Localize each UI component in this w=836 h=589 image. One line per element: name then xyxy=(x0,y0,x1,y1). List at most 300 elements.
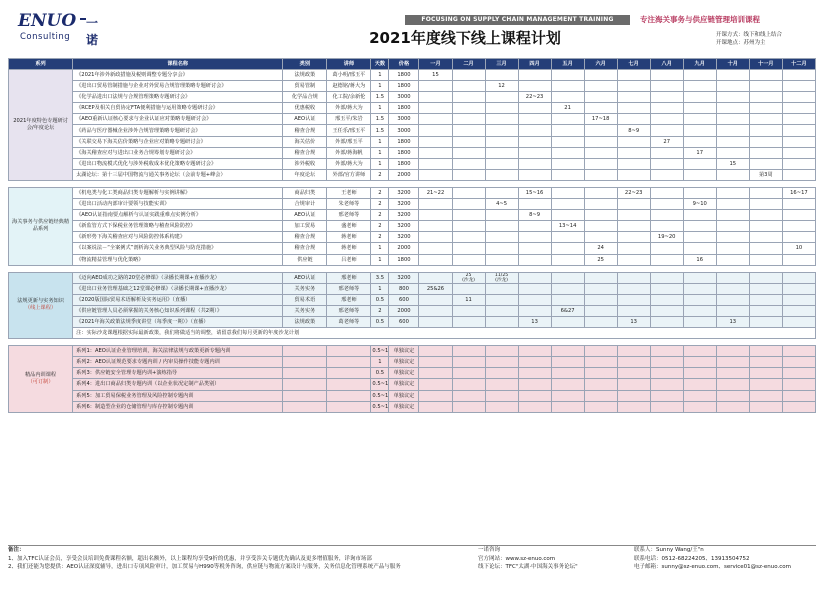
month-cell-11 xyxy=(749,379,782,390)
month-cell-11 xyxy=(749,199,782,210)
month-cell-2 xyxy=(452,254,485,265)
page-title: 2021年度线下线上课程计划 xyxy=(369,29,561,47)
month-cell-5 xyxy=(551,316,584,327)
course-teacher: 葛老师等 xyxy=(327,316,371,327)
column-header-13: 八月 xyxy=(650,59,683,70)
course-type: AEO认证 xyxy=(283,114,327,125)
month-cell-2 xyxy=(452,401,485,412)
course-price: 3200 xyxy=(389,187,419,198)
column-header-14: 九月 xyxy=(683,59,716,70)
series-label xyxy=(9,346,73,413)
month-cell-7 xyxy=(617,169,650,180)
month-cell-12 xyxy=(782,379,815,390)
month-cell-1 xyxy=(419,125,452,136)
month-cell-12 xyxy=(782,70,815,81)
footer-company xyxy=(478,545,628,572)
month-cell-7 xyxy=(617,254,650,265)
course-name: 《RCEP及相关自贸协定FTA便利措施与运用策略专题研讨会》 xyxy=(73,103,283,114)
month-cell-3 xyxy=(485,92,518,103)
month-cell-12 xyxy=(782,221,815,232)
month-cell-6 xyxy=(584,147,617,158)
month-cell-2 xyxy=(452,187,485,198)
month-cell-10 xyxy=(716,305,749,316)
month-cell-10 xyxy=(716,368,749,379)
month-cell-11 xyxy=(749,221,782,232)
month-cell-7 xyxy=(617,114,650,125)
month-cell-2 xyxy=(452,125,485,136)
month-cell-6 xyxy=(584,305,617,316)
month-cell-8 xyxy=(650,368,683,379)
month-cell-4 xyxy=(518,379,551,390)
forum-label: 线下论坛： xyxy=(478,564,506,570)
month-cell-11 xyxy=(749,147,782,158)
month-cell-11 xyxy=(749,316,782,327)
course-days: 1 xyxy=(371,254,389,265)
table-row xyxy=(9,70,816,81)
month-cell-6 xyxy=(584,136,617,147)
month-cell-3 xyxy=(485,103,518,114)
course-teacher: 邢玉平/朱岩 xyxy=(327,114,371,125)
month-cell-1 xyxy=(419,379,452,390)
month-cell-2 xyxy=(452,346,485,357)
logo-sub: Consulting xyxy=(20,32,71,42)
month-cell-3 xyxy=(485,136,518,147)
month-cell-8 xyxy=(650,70,683,81)
month-cell-12 xyxy=(782,136,815,147)
month-cell-10 xyxy=(716,210,749,221)
course-price: 600 xyxy=(389,294,419,305)
column-header-2: 类别 xyxy=(283,59,327,70)
month-cell-6 xyxy=(584,210,617,221)
month-cell-2 xyxy=(452,92,485,103)
course-teacher xyxy=(327,357,371,368)
month-cell-5: 6&27 xyxy=(551,305,584,316)
month-cell-1 xyxy=(419,103,452,114)
month-cell-6 xyxy=(584,103,617,114)
month-cell-1 xyxy=(419,92,452,103)
course-days: 0.5 xyxy=(371,294,389,305)
course-name: 《化学品进出口法规与合规管理策略专题研讨会》 xyxy=(73,92,283,103)
month-cell-2 xyxy=(452,283,485,294)
column-header-9: 四月 xyxy=(518,59,551,70)
course-type: 年度论坛 xyxy=(283,169,327,180)
month-cell-9 xyxy=(683,114,716,125)
month-cell-10 xyxy=(716,103,749,114)
month-cell-9: 17 xyxy=(683,147,716,158)
month-cell-6 xyxy=(584,70,617,81)
month-cell-2 xyxy=(452,70,485,81)
table-row xyxy=(9,305,816,316)
month-cell-1 xyxy=(419,254,452,265)
course-type xyxy=(283,379,327,390)
month-cell-4: 22~23 xyxy=(518,92,551,103)
column-header-5: 价格 xyxy=(389,59,419,70)
month-cell-10: 13 xyxy=(716,316,749,327)
month-cell-5 xyxy=(551,390,584,401)
course-price: 2000 xyxy=(389,305,419,316)
table-row xyxy=(9,147,816,158)
course-price: 3200 xyxy=(389,232,419,243)
course-name: 《关联交易下海关估价策略与企业应对策略专题研讨会》 xyxy=(73,136,283,147)
month-cell-11 xyxy=(749,232,782,243)
course-days: 0.5~1 xyxy=(371,401,389,412)
course-name: 系列6：制造型企业的仓储管理与库存控制专题内训 xyxy=(73,401,283,412)
course-teacher: 王老师 xyxy=(327,187,371,198)
column-header-11: 六月 xyxy=(584,59,617,70)
month-cell-3 xyxy=(485,70,518,81)
month-cell-1 xyxy=(419,272,452,283)
month-cell-1 xyxy=(419,305,452,316)
month-cell-3 xyxy=(485,169,518,180)
course-price: 单独议定 xyxy=(389,401,419,412)
course-price: 3000 xyxy=(389,114,419,125)
month-cell-5 xyxy=(551,136,584,147)
place-label: 开课地点： xyxy=(716,40,744,46)
course-price: 3200 xyxy=(389,199,419,210)
month-cell-7 xyxy=(617,346,650,357)
course-price: 单独议定 xyxy=(389,390,419,401)
table-row xyxy=(9,187,816,198)
course-price: 单独议定 xyxy=(389,346,419,357)
month-cell-8 xyxy=(650,357,683,368)
month-cell-2 xyxy=(452,316,485,327)
gap-cell xyxy=(9,180,816,187)
course-type xyxy=(283,390,327,401)
company-name: 一诺咨询 xyxy=(478,547,501,553)
month-cell-2 xyxy=(452,147,485,158)
month-cell-3 xyxy=(485,210,518,221)
month-cell-9 xyxy=(683,368,716,379)
month-cell-3 xyxy=(485,187,518,198)
month-cell-5 xyxy=(551,125,584,136)
month-cell-2 xyxy=(452,169,485,180)
month-cell-8 xyxy=(650,346,683,357)
column-header-15: 十月 xyxy=(716,59,749,70)
course-days: 0.5 xyxy=(371,316,389,327)
month-cell-3 xyxy=(485,390,518,401)
month-cell-5 xyxy=(551,357,584,368)
course-type: 稽查合规 xyxy=(283,125,327,136)
phone-label: 联系电话： xyxy=(634,555,662,562)
month-cell-11 xyxy=(749,187,782,198)
month-cell-10 xyxy=(716,232,749,243)
course-days: 0.5~1 xyxy=(371,379,389,390)
month-cell-12 xyxy=(782,316,815,327)
month-cell-12 xyxy=(782,92,815,103)
month-cell-11 xyxy=(749,254,782,265)
month-cell-1 xyxy=(419,147,452,158)
month-cell-11 xyxy=(749,390,782,401)
course-type: 稽查合规 xyxy=(283,243,327,254)
course-price: 3000 xyxy=(389,125,419,136)
course-name: 《进出口贸易管制措施与企业对外贸易合规管理策略专题研讨会》 xyxy=(73,81,283,92)
month-cell-3 xyxy=(485,221,518,232)
course-type: 贸易术语 xyxy=(283,294,327,305)
course-name: 《AEO重新认证核心要求与企业认证应对策略专题研讨会》 xyxy=(73,114,283,125)
table-row xyxy=(9,272,816,283)
month-cell-6 xyxy=(584,346,617,357)
table-row xyxy=(9,243,816,254)
course-days: 0.5~1 xyxy=(371,346,389,357)
month-cell-7 xyxy=(617,92,650,103)
month-cell-4 xyxy=(518,390,551,401)
month-cell-9: 9~10 xyxy=(683,199,716,210)
course-days: 2 xyxy=(371,221,389,232)
course-name: 系列3：供应链安全管理专题内训+演练指导 xyxy=(73,368,283,379)
month-cell-8: 19~20 xyxy=(650,232,683,243)
table-row xyxy=(9,401,816,412)
month-cell-7 xyxy=(617,158,650,169)
month-cell-12 xyxy=(782,114,815,125)
month-cell-10 xyxy=(716,294,749,305)
month-cell-8 xyxy=(650,379,683,390)
month-cell-5 xyxy=(551,243,584,254)
month-cell-10 xyxy=(716,147,749,158)
course-price: 单独议定 xyxy=(389,368,419,379)
month-cell-10 xyxy=(716,70,749,81)
month-cell-3 xyxy=(485,243,518,254)
month-cell-2: 25 (沙龙) xyxy=(452,272,485,283)
course-mode xyxy=(716,31,782,47)
month-cell-10 xyxy=(716,114,749,125)
table-row xyxy=(9,199,816,210)
month-cell-8 xyxy=(650,114,683,125)
phone-value: 0512-68224205、13913504752 xyxy=(661,555,750,562)
course-days: 1 xyxy=(371,147,389,158)
month-cell-7 xyxy=(617,221,650,232)
banner: FOCUSING ON SUPPLY CHAIN MANAGEMENT TRAINING xyxy=(405,15,630,25)
course-price: 3200 xyxy=(389,221,419,232)
month-cell-3 xyxy=(485,125,518,136)
course-type: 法规政策 xyxy=(283,316,327,327)
month-cell-1 xyxy=(419,401,452,412)
course-teacher: 外部/官方讲师 xyxy=(327,169,371,180)
month-cell-11 xyxy=(749,92,782,103)
month-cell-1 xyxy=(419,346,452,357)
table-row xyxy=(9,357,816,368)
month-cell-2 xyxy=(452,81,485,92)
course-price: 1800 xyxy=(389,158,419,169)
course-days: 0.5 xyxy=(371,368,389,379)
month-cell-3 xyxy=(485,158,518,169)
course-name: 《进出口业务管理基础之12堂课必修课》（录播长期课+直播沙龙） xyxy=(73,283,283,294)
month-cell-6 xyxy=(584,92,617,103)
course-days: 0.5~1 xyxy=(371,390,389,401)
month-cell-9 xyxy=(683,158,716,169)
month-cell-10 xyxy=(716,401,749,412)
course-price: 1800 xyxy=(389,70,419,81)
course-price: 1800 xyxy=(389,103,419,114)
month-cell-3 xyxy=(485,254,518,265)
month-cell-1 xyxy=(419,294,452,305)
month-cell-4: 8~9 xyxy=(518,210,551,221)
month-cell-1 xyxy=(419,169,452,180)
table-row xyxy=(9,136,816,147)
month-cell-11 xyxy=(749,136,782,147)
month-cell-11 xyxy=(749,114,782,125)
month-cell-4 xyxy=(518,158,551,169)
month-cell-9 xyxy=(683,243,716,254)
month-cell-7 xyxy=(617,199,650,210)
month-cell-6 xyxy=(584,232,617,243)
month-cell-4 xyxy=(518,81,551,92)
course-teacher xyxy=(327,379,371,390)
course-name: 《2021年涉外新政措施及税则调整专题分享会》 xyxy=(73,70,283,81)
course-teacher xyxy=(327,368,371,379)
month-cell-3 xyxy=(485,401,518,412)
course-teacher: 外部/蒋海帆 xyxy=(327,147,371,158)
month-cell-12 xyxy=(782,390,815,401)
course-teacher xyxy=(327,346,371,357)
month-cell-6 xyxy=(584,169,617,180)
month-cell-9 xyxy=(683,103,716,114)
month-cell-3 xyxy=(485,232,518,243)
table-row xyxy=(9,221,816,232)
month-cell-12 xyxy=(782,272,815,283)
month-cell-4: 13 xyxy=(518,316,551,327)
month-cell-12 xyxy=(782,199,815,210)
month-cell-5 xyxy=(551,210,584,221)
month-cell-4 xyxy=(518,103,551,114)
month-cell-4 xyxy=(518,368,551,379)
month-cell-5 xyxy=(551,232,584,243)
month-cell-3 xyxy=(485,147,518,158)
course-price: 3000 xyxy=(389,92,419,103)
month-cell-8 xyxy=(650,147,683,158)
month-cell-9 xyxy=(683,357,716,368)
column-header-6: 一月 xyxy=(419,59,452,70)
month-cell-8 xyxy=(650,125,683,136)
month-cell-2 xyxy=(452,243,485,254)
course-teacher: 化工院/余新伦 xyxy=(327,92,371,103)
email-value[interactable]: sunny@sz-enuo.com、service01@sz-enuo.com xyxy=(661,564,792,570)
course-type: 优惠税收 xyxy=(283,103,327,114)
month-cell-10 xyxy=(716,379,749,390)
month-cell-1 xyxy=(419,136,452,147)
course-type: 涉外税收 xyxy=(283,158,327,169)
site-link[interactable]: www.sz-enuo.com xyxy=(505,555,556,562)
month-cell-2: 11 xyxy=(452,294,485,305)
course-name: 系列4：进出口商品归类专题内训（以企业状况定制产品类别） xyxy=(73,379,283,390)
month-cell-3 xyxy=(485,368,518,379)
notes-title: 备注： xyxy=(8,547,25,553)
table-header xyxy=(9,59,816,70)
month-cell-10 xyxy=(716,221,749,232)
month-cell-12 xyxy=(782,158,815,169)
month-cell-11 xyxy=(749,357,782,368)
course-days: 1 xyxy=(371,70,389,81)
mode-value: 线下和线上结合 xyxy=(743,32,783,38)
course-name: 《进出口物流模式优化与涉外税收成本优化策略专题研讨会》 xyxy=(73,158,283,169)
course-days: 1 xyxy=(371,136,389,147)
course-days: 1 xyxy=(371,103,389,114)
site-label: 官方网站： xyxy=(478,555,506,562)
course-days: 2 xyxy=(371,199,389,210)
month-cell-9 xyxy=(683,81,716,92)
month-cell-6 xyxy=(584,272,617,283)
month-cell-9: 16 xyxy=(683,254,716,265)
month-cell-9 xyxy=(683,346,716,357)
month-cell-11 xyxy=(749,294,782,305)
gap-cell xyxy=(9,265,816,272)
month-cell-6 xyxy=(584,125,617,136)
course-teacher xyxy=(327,401,371,412)
table-row xyxy=(9,390,816,401)
month-cell-5 xyxy=(551,199,584,210)
month-cell-3 xyxy=(485,305,518,316)
table-row xyxy=(9,169,816,180)
month-cell-5 xyxy=(551,272,584,283)
month-cell-3: 4~5 xyxy=(485,199,518,210)
month-cell-3 xyxy=(485,316,518,327)
course-type xyxy=(283,368,327,379)
series-name: 海关事务与供应链经典精品系列 xyxy=(12,219,70,233)
course-days: 2 xyxy=(371,210,389,221)
course-days: 3.5 xyxy=(371,272,389,283)
month-cell-10 xyxy=(716,357,749,368)
course-days: 1 xyxy=(371,243,389,254)
course-days: 2 xyxy=(371,169,389,180)
month-cell-7 xyxy=(617,147,650,158)
month-cell-5 xyxy=(551,379,584,390)
month-cell-8 xyxy=(650,158,683,169)
month-cell-8 xyxy=(650,199,683,210)
course-price: 1800 xyxy=(389,81,419,92)
table-row xyxy=(9,81,816,92)
course-type: 商品归类 xyxy=(283,187,327,198)
month-cell-8 xyxy=(650,316,683,327)
month-cell-2 xyxy=(452,221,485,232)
month-cell-1 xyxy=(419,221,452,232)
month-cell-5 xyxy=(551,147,584,158)
month-cell-4 xyxy=(518,125,551,136)
course-teacher: 外部/邢玉平 xyxy=(327,136,371,147)
month-cell-4 xyxy=(518,401,551,412)
month-cell-12 xyxy=(782,232,815,243)
month-cell-8 xyxy=(650,401,683,412)
month-cell-10 xyxy=(716,243,749,254)
month-cell-8 xyxy=(650,103,683,114)
month-cell-7 xyxy=(617,272,650,283)
month-cell-8 xyxy=(650,187,683,198)
month-cell-7 xyxy=(617,70,650,81)
month-cell-4 xyxy=(518,147,551,158)
month-cell-2 xyxy=(452,210,485,221)
course-type: 关务实务 xyxy=(283,305,327,316)
course-teacher: 吕老师 xyxy=(327,254,371,265)
month-cell-1 xyxy=(419,232,452,243)
month-cell-5 xyxy=(551,401,584,412)
month-cell-6 xyxy=(584,221,617,232)
table-row xyxy=(9,254,816,265)
month-cell-6 xyxy=(584,316,617,327)
month-cell-4 xyxy=(518,305,551,316)
month-cell-11 xyxy=(749,81,782,92)
course-name: 《新形势下海关稽查应对与风险防控体系构建》 xyxy=(73,232,283,243)
month-cell-10 xyxy=(716,199,749,210)
month-cell-7 xyxy=(617,136,650,147)
column-header-7: 二月 xyxy=(452,59,485,70)
course-teacher: 邢老师 xyxy=(327,272,371,283)
month-cell-5 xyxy=(551,368,584,379)
month-cell-12 xyxy=(782,294,815,305)
column-header-17: 十二月 xyxy=(782,59,815,70)
month-cell-9 xyxy=(683,125,716,136)
course-price: 1800 xyxy=(389,136,419,147)
course-price: 单独议定 xyxy=(389,379,419,390)
month-cell-11 xyxy=(749,210,782,221)
month-cell-6 xyxy=(584,379,617,390)
